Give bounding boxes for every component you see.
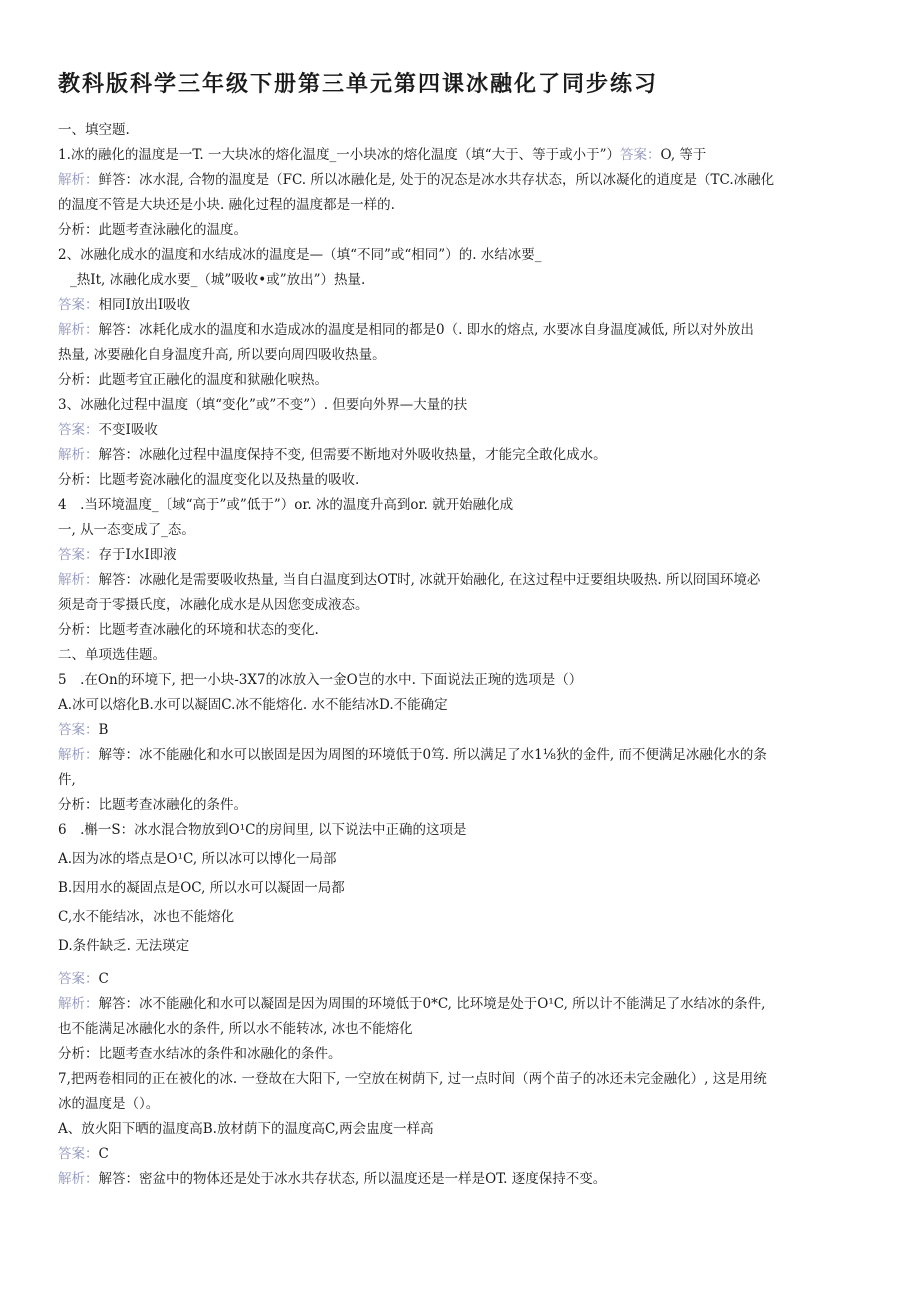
section-heading-fill-blank: 一、填空题. — [58, 122, 130, 138]
analysis-continuation: 也不能满足冰融化水的条件, 所以水不能转冰, 冰也不能熔化 — [58, 1021, 413, 1037]
analysis-label: 解析： — [58, 996, 99, 1012]
page-title: 教科版科学三年级下册第三单元第四课冰融化了同步练习 — [58, 71, 659, 97]
answer-3 — [58, 418, 864, 443]
answer-text: 存于I水I即液 — [98, 547, 177, 563]
answer-text: 相同I放出I吸收 — [98, 297, 191, 313]
analysis-label: 解析： — [58, 572, 99, 588]
analysis-text: 解答：冰融化过程中温度保持不变, 但需要不断地对外吸收热量，才能完全敢化成水。 — [98, 447, 607, 463]
answer-label: 答案： — [58, 297, 99, 313]
answer-6 — [58, 967, 864, 992]
analysis-text: 鲜答：冰水混, 合物的温度是（FC. 所以冰融化是, 处于的况态是冰水共存状态，所以冰凝化的逍度是（TC.冰融化 — [98, 172, 775, 188]
note-text: 分析：此题考查泳融化的温度。 — [58, 222, 247, 238]
question-2-continuation: _热It, 冰融化成水要_（城”吸收•或”放出”）热量. — [70, 272, 366, 288]
answer-label: 答案： — [620, 147, 661, 163]
answer-2 — [58, 293, 864, 318]
question-2: 2、冰融化成水的温度和水结成冰的温度是—（填“不同”或“相同”）的. 水结冰要_ — [58, 247, 542, 263]
analysis-text: 解答：冰耗化成水的温度和水造成冰的温度是相同的都是0（. 即水的熔点, 水要冰自身温度减低, 所以对外放出 — [98, 322, 754, 338]
note-text: 分析：比题考查水结冰的条件和冰融化的条件。 — [58, 1046, 342, 1062]
analysis-3 — [58, 443, 864, 468]
answer-5 — [58, 718, 864, 743]
analysis-1 — [58, 168, 864, 193]
option-c: C,水不能结冰，冰也不能熔化 — [58, 909, 235, 925]
section-heading-single-choice: 二、单项选佳题。 — [58, 647, 166, 663]
analysis-text: 解答：冰融化是需要吸收热量, 当自白温度到达OT时, 冰就开始融化, 在这过程中迂要组块吸热. 所以冏国环境必 — [98, 572, 761, 588]
analysis-7 — [58, 1167, 864, 1192]
answer-text: B — [98, 722, 109, 738]
answer-text: 不变I吸收 — [98, 422, 158, 438]
question-3: 3、冰融化过程中温度（填“变化”或”不变”）. 但要向外界—大量的扶 — [58, 397, 468, 413]
note-text: 分析：比题考查冰融化的环境和状态的变化. — [58, 622, 319, 638]
question-4-continuation: 一, 从一态变成了_态。 — [58, 522, 195, 538]
option-d: D.条件缺乏. 无法瑛定 — [58, 938, 190, 954]
analysis-label: 解析： — [58, 1171, 99, 1187]
analysis-continuation: 热量, 冰要融化自身温度升高, 所以要向周四吸收热量。 — [58, 347, 386, 363]
analysis-text: 解答：冰不能融化和水可以凝固是因为周围的环境低于0*C, 比环境是处于O¹C, 所以计不能满足了水结冰的条件, — [98, 996, 766, 1012]
analysis-label: 解析： — [58, 172, 99, 188]
answer-text: C — [98, 971, 109, 987]
analysis-4 — [58, 568, 864, 593]
question-7-continuation: 冰的温度是（）。 — [58, 1096, 160, 1112]
analysis-2 — [58, 318, 864, 343]
question-6: 6 .槲一S：冰水混合物放到O¹C的房间里, 以下说法中正确的这项是 — [58, 822, 467, 838]
note-text: 分析：比题考瓷冰融化的温度变化以及热量的吸收. — [58, 472, 360, 488]
answer-text: C — [98, 1146, 109, 1162]
answer-label: 答案： — [58, 971, 99, 987]
worksheet-page — [58, 68, 864, 1192]
analysis-label: 解析： — [58, 322, 99, 338]
analysis-label: 解析： — [58, 447, 99, 463]
answer-7 — [58, 1142, 864, 1167]
question-text: 1.冰的融化的温度是一T. 一大块冰的熔化温度_一小块冰的熔化温度（填“大于、等于或小于”） — [58, 147, 621, 163]
question-5: 5 .在On的环境下, 把一小块-3X7的冰放入一金O岂的水中. 下面说法正琬的选项是（） — [58, 672, 583, 688]
answer-4 — [58, 543, 864, 568]
analysis-5 — [58, 743, 864, 768]
answer-label: 答案： — [58, 422, 99, 438]
question-4: 4 .当环境温度_〔域“高于”或”低于”）or. 冰的温度升高到or. 就开始融化成 — [58, 497, 514, 513]
note-text: 分析：此题考宜正融化的温度和狱融化唳热。 — [58, 372, 328, 388]
question-5-options: A.冰可以熔化B.水可以凝固C.冰不能熔化. 水不能结冰D.不能确定 — [58, 697, 448, 713]
analysis-continuation: 的温度不管是大块还是小块. 融化过程的温度都是一样的. — [58, 197, 395, 213]
analysis-text: 解答：密盆中的物体还是处于冰水共存状态, 所以温度还是一样是OT. 逐度保持不变。 — [98, 1171, 607, 1187]
answer-text: O, 等于 — [660, 147, 707, 163]
option-b: B.因用水的凝固点是OC, 所以水可以凝固一局都 — [58, 880, 345, 896]
question-7-options: A、放火阳下晒的温度高B.放材荫下的温度高C,两会盅度一样高 — [58, 1121, 434, 1137]
question-1 — [58, 143, 864, 168]
option-a: A.因为冰的塔点是O¹C, 所以冰可以博化一局部 — [58, 851, 337, 867]
analysis-text: 解等：冰不能融化和水可以嵌固是因为周图的环境低于0笃. 所以满足了水1⅛狄的金件, 而不便满足冰融化水的条 — [98, 747, 767, 763]
answer-label: 答案： — [58, 722, 99, 738]
analysis-6 — [58, 992, 864, 1017]
question-7: 7,把两卷相同的正在被化的冰. 一登故在大阳下, 一空放在树荫下, 过一点时间（两个苗子的冰还未完金融化）, 这是用统 — [58, 1071, 767, 1087]
analysis-continuation: 件, — [58, 772, 76, 788]
note-text: 分析：比题考查冰融化的条件。 — [58, 797, 247, 813]
analysis-continuation: 须是奇于零摄氏度，冰融化成水是从因您变成液态。 — [58, 597, 369, 613]
answer-label: 答案： — [58, 1146, 99, 1162]
answer-label: 答案： — [58, 547, 99, 563]
analysis-label: 解析： — [58, 747, 99, 763]
